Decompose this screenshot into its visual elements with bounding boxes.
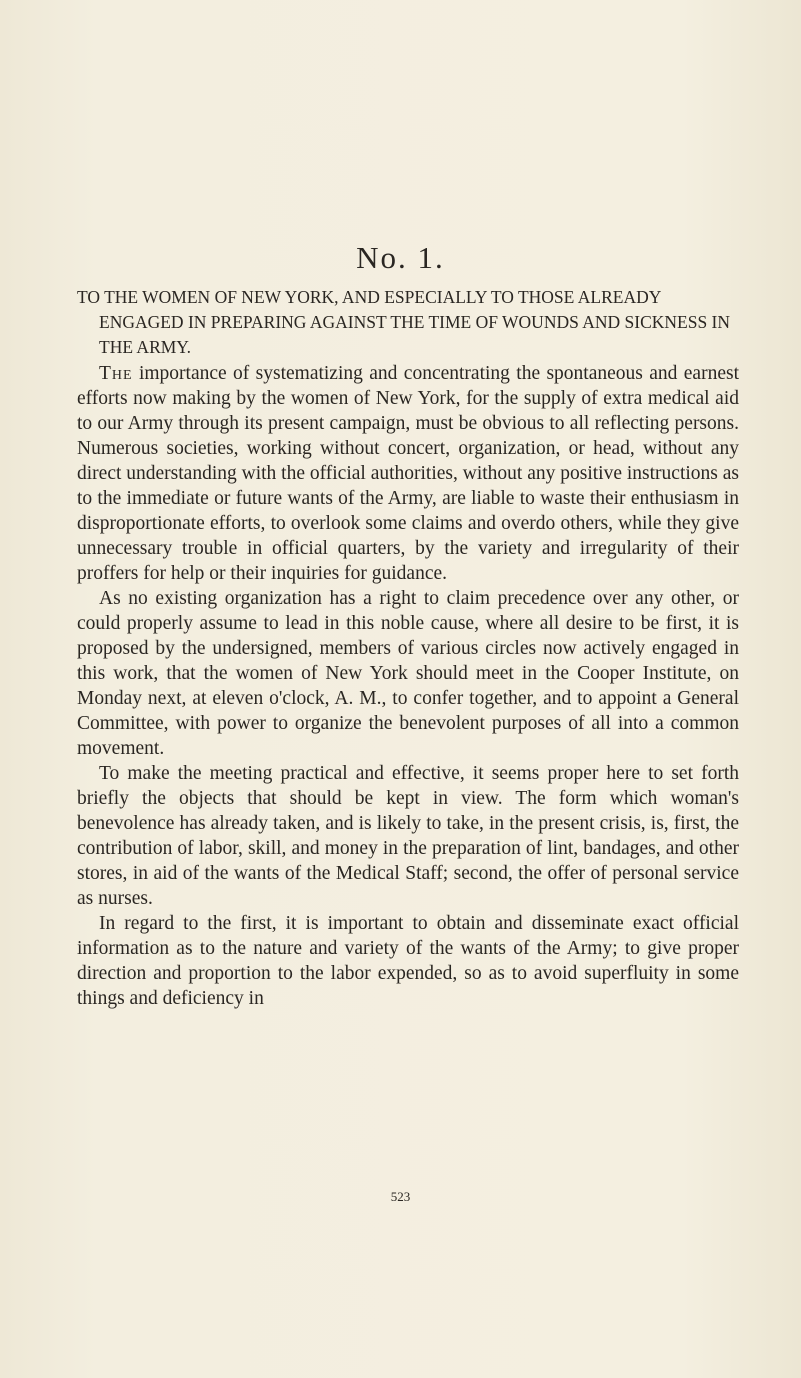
paragraph-lead-word: The xyxy=(99,363,133,384)
paragraph-4: In regard to the first, it is important to obtain and disseminate exact official information as to the nature and variety of the wants of the Army; to give proper direction and proportion to the labor expended, so as to avoid superfluity in some things and deficiency in xyxy=(77,913,739,1009)
document-number-heading: No. 1. xyxy=(356,240,445,275)
paragraph-1-text: importance of systematizing and concentrating the spontaneous and earnest efforts now making by the women of New York, for the supply of extra medical aid to our Army through its present campaign, must be obvious to all reflecting persons. Numerous societies, working without concert, organization, or head, without any direct understanding with the official authorities, without any positive instructions as to the immediate or future wants of the Army, are liable to waste their enthusiasm in disproportionate efforts, to overlook some claims and overdo others, while they give unnecessary trouble in official quarters, by the variety and irregularity of their proffers for help or their inquiries for guidance. xyxy=(77,363,739,584)
address-heading: TO THE WOMEN OF NEW YORK, AND ESPECIALLY TO THOSE ALREADY ENGAGED IN PREPARING AGAINST THE TIME OF WOUNDS AND SICKNESS IN THE ARMY. xyxy=(77,287,731,357)
body-text xyxy=(77,361,739,1011)
paragraph-3: To make the meeting practical and effective, it seems proper here to set forth briefly the objects that should be kept in view. The form which woman's benevolence has already taken, and is likely to take, in the present crisis, is, first, the contribution of labor, skill, and money in the preparation of lint, bandages, and other stores, in aid of the wants of the Medical Staff; second, the offer of personal service as nurses. xyxy=(77,763,739,909)
page-number: 523 xyxy=(390,1189,411,1204)
paragraph-1 xyxy=(77,361,739,586)
paragraph-2: As no existing organization has a right to claim precedence over any other, or could properly assume to lead in this noble cause, where all desire to be first, it is proposed by the undersigned, members of various circles now actively engaged in this work, that the women of New York should meet in the Cooper Institute, on Monday next, at eleven o'clock, A. M., to confer together, and to appoint a General Committee, with power to organize the benevolent purposes of all into a common movement. xyxy=(77,588,739,759)
